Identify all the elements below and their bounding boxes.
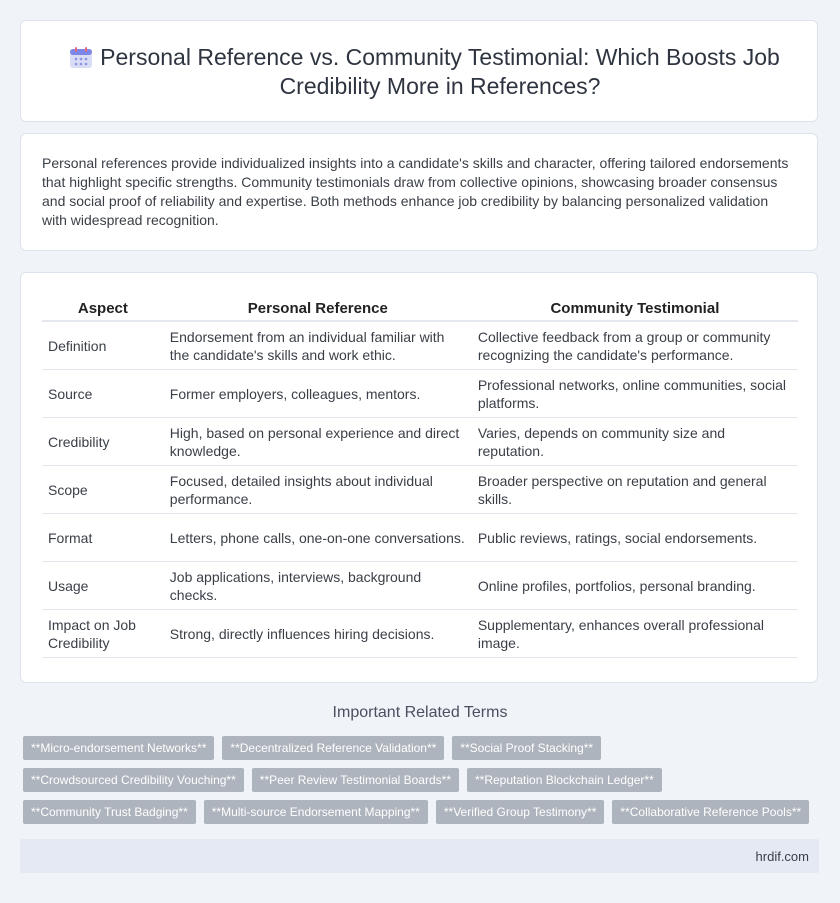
community-cell: Broader perspective on reputation and general skills. (472, 466, 798, 514)
community-cell: Collective feedback from a group or community recognizing the candidate's performance. (472, 321, 798, 370)
personal-cell: Strong, directly influences hiring decisions. (164, 610, 472, 658)
page-title: Personal Reference vs. Community Testimonial: Which Boosts Job Credibility More in References? (100, 44, 780, 99)
related-terms-title: Important Related Terms (332, 704, 508, 721)
personal-cell: Focused, detailed insights about individual performance. (164, 466, 472, 514)
related-term-tag[interactable]: **Peer Review Testimonial Boards** (252, 768, 459, 792)
aspect-cell: Usage (42, 562, 164, 610)
community-cell: Online profiles, portfolios, personal branding. (472, 562, 798, 610)
related-term-tag[interactable]: **Social Proof Stacking** (452, 736, 601, 760)
personal-cell: Job applications, interviews, background checks. (164, 562, 472, 610)
intro-paragraph: Personal references provide individualized insights into a candidate's skills and character, offering tailored endorsements that highlight specific strengths. Community testimonials draw from collective opinions, showcasing broader consensus and social proof of reliability and expertise. Both methods enhance job credibility by balancing personalized validation with widespread recognition. (42, 155, 789, 228)
community-cell: Varies, depends on community size and reputation. (472, 418, 798, 466)
tag-row (23, 800, 823, 824)
table-row (42, 370, 798, 418)
related-term-tag[interactable]: **Micro-endorsement Networks** (23, 736, 214, 760)
footer (20, 839, 819, 873)
aspect-cell: Credibility (42, 418, 164, 466)
aspect-cell: Format (42, 514, 164, 562)
table-row (42, 514, 798, 562)
related-terms-list (23, 736, 823, 832)
personal-cell: Letters, phone calls, one-on-one conversations. (164, 514, 472, 562)
tag-row (23, 736, 823, 760)
table-card (20, 272, 818, 683)
related-term-tag[interactable]: **Community Trust Badging** (23, 800, 196, 824)
tag-row (23, 768, 823, 792)
related-term-tag[interactable]: **Decentralized Reference Validation** (222, 736, 444, 760)
related-term-tag[interactable]: **Crowdsourced Credibility Vouching** (23, 768, 244, 792)
table-row (42, 610, 798, 658)
related-term-tag[interactable]: **Verified Group Testimony** (436, 800, 605, 824)
comparison-table (42, 293, 798, 658)
table-row (42, 418, 798, 466)
table-row (42, 466, 798, 514)
related-term-tag[interactable]: **Multi-source Endorsement Mapping** (204, 800, 428, 824)
community-cell: Public reviews, ratings, social endorsements. (472, 514, 798, 562)
table-row (42, 321, 798, 370)
table-header-row (42, 293, 798, 321)
footer-site-link[interactable]: hrdif.com (755, 849, 809, 864)
title-card (20, 20, 818, 122)
aspect-cell: Impact on Job Credibility (42, 610, 164, 658)
personal-cell: Endorsement from an individual familiar with the candidate's skills and work ethic. (164, 321, 472, 370)
intro-card (20, 133, 818, 251)
aspect-cell: Definition (42, 321, 164, 370)
aspect-cell: Source (42, 370, 164, 418)
community-cell: Professional networks, online communities, social platforms. (472, 370, 798, 418)
aspect-cell: Scope (42, 466, 164, 514)
related-term-tag[interactable]: **Reputation Blockchain Ledger** (467, 768, 662, 792)
header-community-testimonial: Community Testimonial (472, 293, 798, 321)
community-cell: Supplementary, enhances overall professional image. (472, 610, 798, 658)
personal-cell: High, based on personal experience and direct knowledge. (164, 418, 472, 466)
table-row (42, 562, 798, 610)
header-personal-reference: Personal Reference (164, 293, 472, 321)
personal-cell: Former employers, colleagues, mentors. (164, 370, 472, 418)
header-aspect: Aspect (42, 293, 164, 321)
related-term-tag[interactable]: **Collaborative Reference Pools** (612, 800, 809, 824)
